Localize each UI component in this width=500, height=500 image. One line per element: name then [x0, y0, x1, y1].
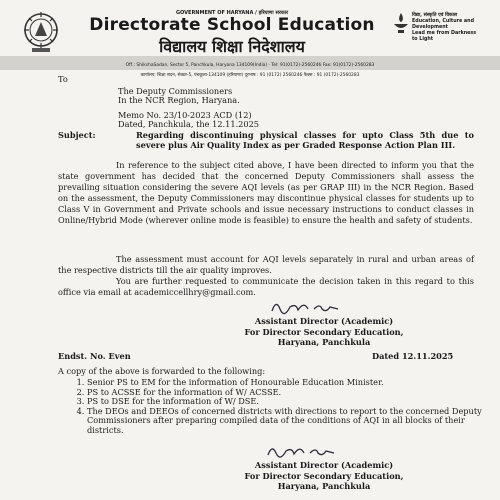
signature-block-2: Assistant Director (Academic) For Director Secondary Education, Haryana, Panchkula — [244, 460, 404, 491]
logo-line-1: विद्या, संस्कृति एवं विकास — [412, 13, 458, 18]
to-label: To — [58, 74, 68, 84]
haryana-emblem-icon — [22, 10, 60, 54]
department-title: Directorate School Education — [89, 15, 375, 35]
list-item: 4. The DEOs and DEEOs of concerned districts with directions to report to the concerned Deputy Commissioners after preparing compiled data of the conditions of AQI in all blocks of their districts. — [87, 407, 487, 436]
subject-text: Regarding discontinuing physical classes for upto Class 5th due to severe plus Air Quality Index as per Graded Response Action Plan III. — [136, 130, 474, 150]
list-item: 3. PS to DSE for the information of W/ DSE. — [87, 397, 487, 407]
recipient-line-1: The Deputy Commissioners — [118, 86, 233, 96]
lamp-logo — [392, 10, 482, 56]
memo-number: Memo No. 23/10-2023 ACD (12) — [118, 110, 252, 120]
signature-block-1: Assistant Director (Academic) For Director Secondary Education, Haryana, Panchkula — [244, 316, 404, 347]
paragraph-2: The assessment must account for AQI levels separately in rural and urban areas of the respective districts till the air quality improves. — [58, 254, 474, 275]
government-line: GOVERNMENT OF HARYANA / हरियाणा सरकार — [175, 10, 289, 16]
forwarding-intro: A copy of the above is forwarded to the following: — [58, 366, 266, 376]
recipient-line-2: In the NCR Region, Haryana. — [118, 95, 240, 105]
list-item: 1. Senior PS to EM for the information of Honourable Education Minister. — [87, 378, 487, 388]
paragraph-1: In reference to the subject cited above, I have been directed to inform you that the state government has decided that the concerned Deputy Commissioners shall assess the prevailing situation considering the severe AQI levels (as per GRAP III) in the NCR Region. Based on the assessment, the Deputy Commissioners may discontinue physical classes for students up to Class V in Government and Private schools and issue necessary instructions to conduct classes in Online/Hybrid Mode (wherever online mode is feasible) to ensure the health and safety of students. — [58, 160, 474, 225]
department-title-hindi: विद्यालय शिक्षा निदेशालय — [159, 37, 305, 56]
paragraph-3: You are further requested to communicate the decision taken in this regard to this office via email at academiccellhry@gmail.com. — [58, 276, 474, 297]
lamp-logo-icon — [392, 12, 410, 34]
address-bar — [0, 56, 500, 78]
letter-date: Dated, Panchkula, the 12.11.2025 — [118, 119, 260, 129]
address-line-1: Off.: ShikshaSadan, Sector 5, Panchkula, Haryana 134109(India) · Tel: 91(0172)-2560246 Fax: 91(0172)-2560283 — [125, 63, 375, 68]
endorsement-date: Dated 12.11.2025 — [372, 351, 454, 361]
endorsement-number: Endst. No. Even — [58, 351, 131, 361]
list-item: 2. PS to ACSSE for the information of W/ ACSSE. — [87, 388, 487, 398]
forwarding-list — [73, 378, 487, 435]
address-line-2: कार्यालय: शिक्षा सदन, सेक्टर-5, पंचकूला-134109 (हरियाणा) दूरभाष : 91 (0172) 2560246 फैक्स : 91 (0172)-2560283 — [140, 73, 360, 78]
logo-line-2: Education, Culture and Development — [412, 19, 475, 30]
signature-scribble-1 — [268, 297, 348, 317]
signature-scribble-2 — [264, 442, 344, 460]
subject-label: Subject: — [58, 130, 96, 140]
logo-line-3: Lead me from Darkness to Light — [412, 31, 477, 42]
address-text — [0, 58, 500, 83]
